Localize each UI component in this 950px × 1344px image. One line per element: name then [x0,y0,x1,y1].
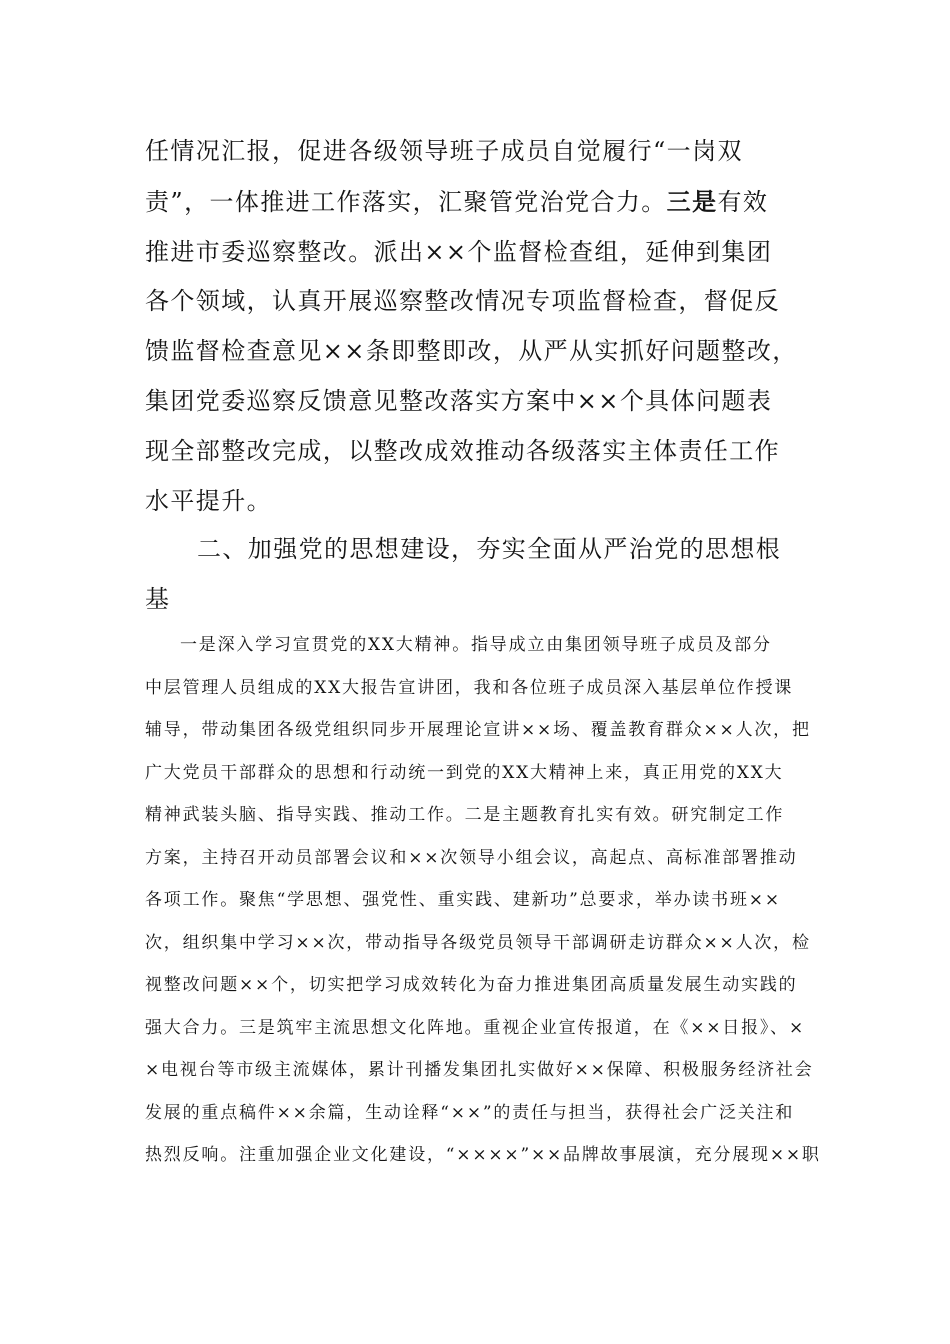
text-line: 推进市委巡察整改。派出××个监督检查组，延伸到集团 [145,237,773,266]
text-line: 方案，主持召开动员部署会议和××次领导小组会议，高起点、高标准部署推动 [145,847,798,868]
paragraph-ideological-building [145,624,821,1177]
bold-lead-phrase: 三是 [666,186,718,216]
text-line: 任情况汇报，促进各级领导班子成员自觉履行“一岗双 [145,137,743,165]
text-line: 广大党员干部群众的思想和行动统一到党的XX大精神上来，真正用党的XX大 [145,762,784,783]
text-line: ×电视台等市级主流媒体，累计刊播发集团扎实做好××保障、积极服务经济社会 [145,1060,814,1080]
text-line [145,177,798,228]
text-line: 强大合力。三是筑牢主流思想文化阵地。重视企业宣传报道，在《××日报》、× [145,1017,806,1038]
text-line: 一是深入学习宣贯党的XX大精神。指导成立由集团领导班子成员及部分 [180,635,772,655]
paragraph-supervision-rectification [145,127,798,526]
text-segment: 有效 [717,187,769,216]
text-line: 集团党委巡察反馈意见整改落实方案中××个具体问题表 [145,386,773,415]
text-line: 视整改问题××个，切实把学习成效转化为奋力推进集团高质量发展生动实践的 [145,975,798,995]
text-line: 辅导，带动集团各级党组织同步开展理论宣讲××场、覆盖教育群众××人次，把 [145,720,811,740]
text-line: 各个领域，认真开展巡察整改情况专项监督检查，督促反 [145,287,780,316]
text-line: 各项工作。聚焦“学思想、强党性、重实践、建新功”总要求，举办读书班×× [145,890,781,910]
heading-line: 基 [145,584,171,613]
text-line: 水平提升。 [145,486,272,515]
text-line: 馈监督检查意见××条即整即改，从严从实抓好问题整改， [145,337,798,366]
section-heading [145,525,781,625]
heading-line: 二、加强党的思想建设，夯实全面从严治党的思想根 [197,535,782,563]
text-line: 精神武装头脑、指导实践、推动工作。二是主题教育扎实有效。研究制定工作 [145,805,785,825]
text-segment: 责”，一体推进工作落实，汇聚管党治党合力。 [145,187,667,216]
text-line: 发展的重点稿件××余篇，生动诠释“××”的责任与担当，获得社会广泛关注和 [145,1102,795,1123]
text-line: 次，组织集中学习××次，带动指导各级党员领导干部调研走访群众××人次，检 [145,932,811,953]
text-line: 热烈反响。注重加强企业文化建设，“××××”××品牌故事展演，充分展现××职 [145,1145,821,1165]
text-line: 现全部整改完成，以整改成效推动各级落实主体责任工作 [145,436,780,465]
text-line: 中层管理人员组成的XX大报告宣讲团，我和各位班子成员深入基层单位作授课 [145,677,794,698]
